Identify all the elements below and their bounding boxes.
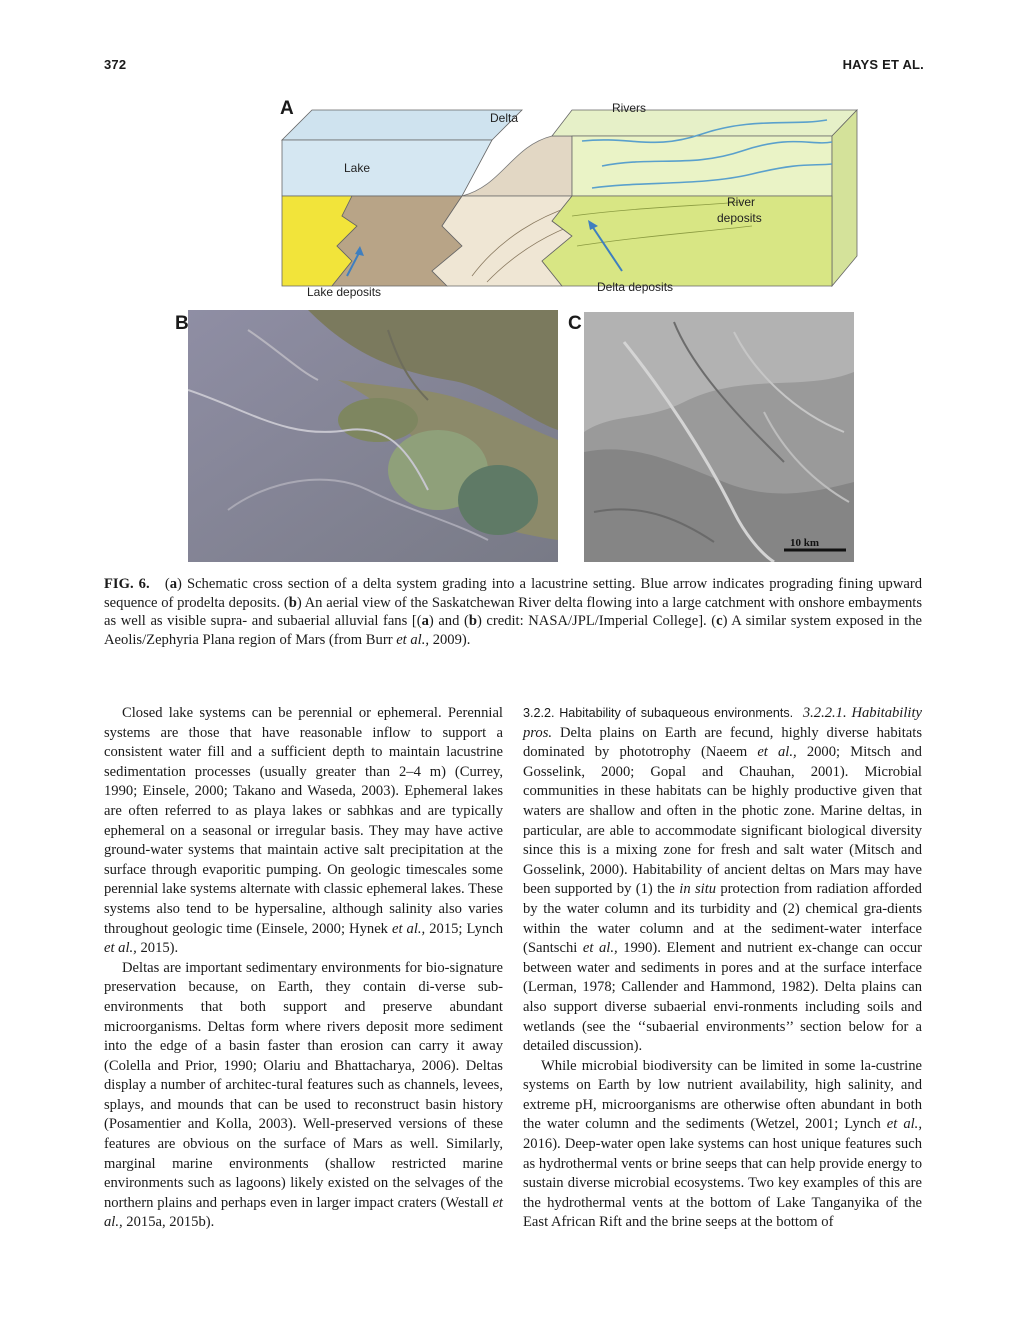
page-number: 372 xyxy=(104,57,127,72)
figure-panel-c-mars-image xyxy=(584,312,854,562)
figure-panel-a xyxy=(272,96,862,306)
paragraph: Closed lake systems can be perennial or ephemeral. Perennial systems are those that have reasonable inflow to support a consistent water fill and a sufficient depth to maintain lacustrine sedimentation processes (usually greater than 2–4 m) (Currey, 1990; Einsele, 2000; Takano and Waseda, 2003). Ephemeral lakes are often referred to as playa lakes or sabhkas and are typically ephemeral on a seasonal or irregular basis. They may have active ground-water systems that maintain active salt precipitation at the surface through evaporitic pumping. On geologic timescales some perennial lake systems alternate with classic ephemeral lakes. These systems also tend to be hypersaline, although salinity also varies throughout geologic time (Einsele, 2000; Hynek et al., 2015; Lynch et al., 2015). xyxy=(104,705,503,957)
label-river-deposits-1: River xyxy=(727,195,756,209)
scale-bar-label: 10 km xyxy=(790,537,820,549)
label-lake: Lake xyxy=(344,161,371,175)
figure-caption: FIG. 6. (a) Schematic cross section of a delta system grading into a lacustrine setting. Blue arrow indicates prograding fining upward sequence of prodelta deposits. (b) An aerial view of the Saskatchewan River delta flowing into a large catchment with onshore embayments as well as visible supra- and subaerial alluvial fans [(a) and (b) credit: NASA/JPL/Imperial College]. (c) A similar system exposed in the Aeolis/Zephyria Plana region of Mars (from Burr et al., 2009). xyxy=(104,576,923,648)
figure-panel-b-aerial-image xyxy=(188,310,558,562)
label-rivers: Rivers xyxy=(612,101,647,115)
label-delta: Delta xyxy=(490,111,519,125)
section-heading: 3.2.2. Habitability of subaqueous environments. xyxy=(523,706,794,720)
panel-a-letter: A xyxy=(280,98,294,119)
right-column xyxy=(523,704,922,1233)
label-delta-deposits: Delta deposits xyxy=(597,280,674,294)
subsection-heading: 3.2.2.1. Habitability pros. xyxy=(523,705,922,741)
paragraph: 3.2.2. Habitability of subaqueous environments. 3.2.2.1. Habitability pros. Delta plains on Earth are fecund, highly diverse habitats dominated by phototrophy (Naeem et al., 2000; Mitsch and Gosselink, 2000; Gopal and Chauhan, 2001). Microbial communities in these habitats can be highly productive given that waters are shallow and often in the photic zone. Marine deltas, in particular, are able to accommodate significant biological diversity since this is a mixing zone for fresh and salt water (Mitsch and Gosselink, 2000). Habitability of ancient deltas on Mars may have been supported by (1) the in situ protection from radiation afforded by the water column and its turbidity and (2) chemical gra-dients within the water column and at the sediment-water interface (Santschi et al., 1990). Element and nutrient ex-change can occur between water and sediments in pores and at the surface interface (Lerman, 1978; Callender and Hammond, 1982). Delta plains can also support diverse subaerial envi-ronments including soils and wetlands (see the ‘‘subaerial environments’’ section below for a detailed discussion). xyxy=(523,705,922,1055)
panel-b-letter: B xyxy=(175,313,189,334)
label-lake-deposits: Lake deposits xyxy=(307,285,382,299)
running-head: HAYS ET AL. xyxy=(842,57,924,72)
paragraph: Deltas are important sedimentary environments for bio-signature preservation because, on Earth, they contain di-verse sub-environments that both support and preserve abundant microorganisms. Deltas form where rivers deposit more sediment into the edge of a basin faster than erosion can carry it away (Colella and Prior, 1990; Olariu and Bhattacharya, 2006). Deltas display a number of architec-tural features such as channels, levees, splays, and mounds that can be used to reconstruct basin history (Posamentier and Kolla, 2003). Well-preserved versions of these features are obvious on the surface of Mars as well. Similarly, marginal marine environments (shallow restricted marine environments such as lagoons) likely existed on the selvages of the northern plains and perhaps even in larger impact craters (Westall et al., 2015a, 2015b). xyxy=(104,959,503,1231)
left-column xyxy=(104,704,503,1233)
paragraph: While microbial biodiversity can be limited in some la-custrine systems on Earth by low nutrient availability, high salinity, and extreme pH, microorganisms are otherwise often abundant in both the water column and the sediments (Wetzel, 2001; Lynch et al., 2016). Deep-water open lake systems can host unique features such as hydrothermal vents or brine seeps that can help provide energy to sustain diverse microbial ecosystems. Two key examples of this are the hydrothermal vents at the bottom of Lake Tanganyika of the East African Rift and the brine seeps at the bottom of xyxy=(523,1057,922,1231)
label-river-deposits-2: deposits xyxy=(717,211,762,225)
caption-label: FIG. 6. xyxy=(104,576,150,592)
panel-c-letter: C xyxy=(568,313,582,334)
